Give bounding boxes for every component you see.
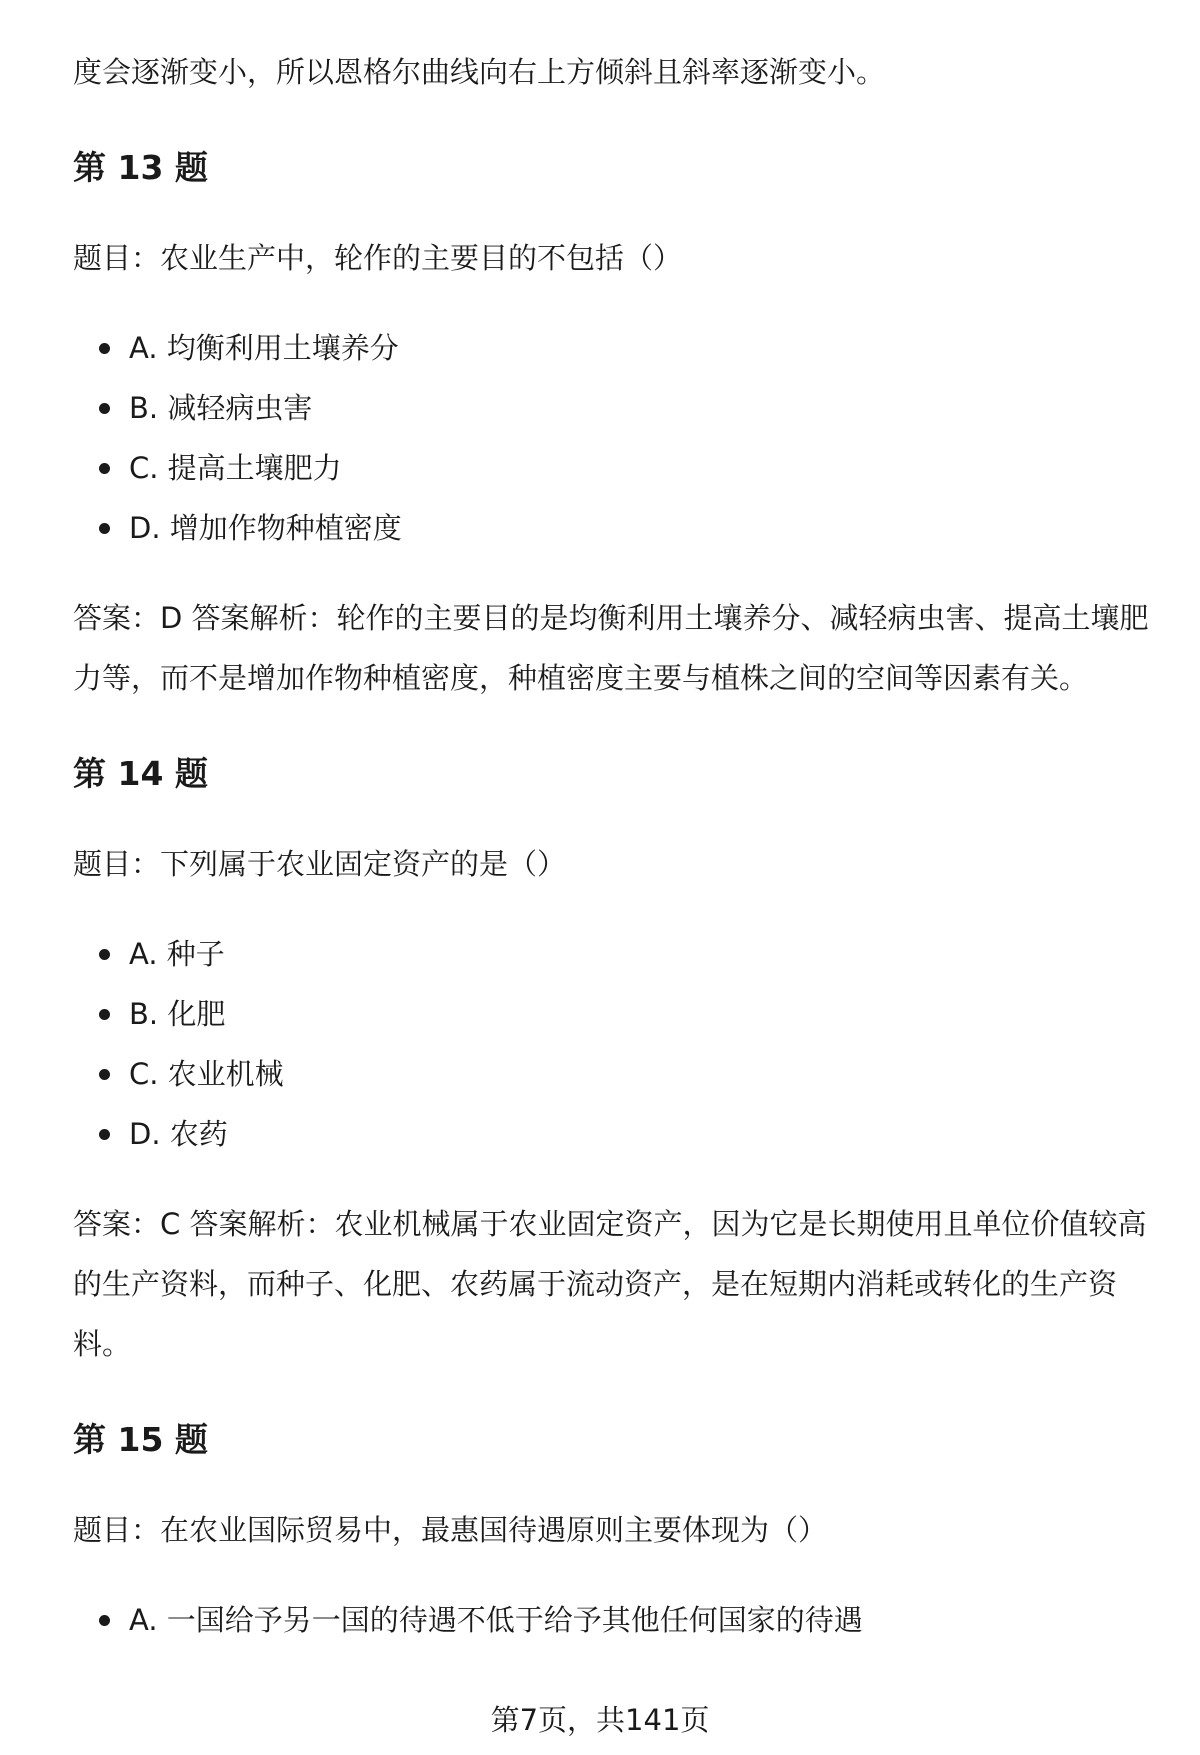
question-15-heading: 第 15 题 — [73, 1420, 208, 1459]
question-15-options — [73, 1590, 1153, 1650]
option-item: C. 农业机械 — [73, 1044, 1153, 1104]
question-13-text: 题目：农业生产中，轮作的主要目的不包括（） — [73, 241, 683, 275]
option-item: D. 增加作物种植密度 — [73, 498, 1153, 558]
option-item: B. 减轻病虫害 — [73, 378, 1153, 438]
question-13-heading: 第 13 题 — [73, 148, 208, 187]
page-footer: 第7页，共141页 — [490, 1703, 710, 1737]
option-item: A. 一国给予另一国的待遇不低于给予其他任何国家的待遇 — [73, 1590, 1153, 1650]
document-content — [73, 55, 1153, 1650]
question-14-answer: 答案：C 答案解析：农业机械属于农业固定资产，因为它是长期使用且单位价值较高的生产资料，而种子、化肥、农药属于流动资产，是在短期内消耗或转化的生产资料。 — [73, 1207, 1147, 1361]
option-item: A. 种子 — [73, 924, 1153, 984]
question-14-options — [73, 924, 1153, 1164]
intro-text: 度会逐渐变小，所以恩格尔曲线向右上方倾斜且斜率逐渐变小。 — [73, 55, 886, 89]
question-15-text: 题目：在农业国际贸易中，最惠国待遇原则主要体现为（） — [73, 1513, 828, 1547]
option-item: A. 均衡利用土壤养分 — [73, 318, 1153, 378]
question-14-text: 题目：下列属于农业固定资产的是（） — [73, 847, 567, 881]
option-item: D. 农药 — [73, 1104, 1153, 1164]
question-14-heading: 第 14 题 — [73, 754, 208, 793]
option-item: B. 化肥 — [73, 984, 1153, 1044]
option-item: C. 提高土壤肥力 — [73, 438, 1153, 498]
question-13-answer: 答案：D 答案解析：轮作的主要目的是均衡利用土壤养分、减轻病虫害、提高土壤肥力等，而不是增加作物种植密度，种植密度主要与植株之间的空间等因素有关。 — [73, 601, 1149, 695]
question-13-options — [73, 318, 1153, 558]
